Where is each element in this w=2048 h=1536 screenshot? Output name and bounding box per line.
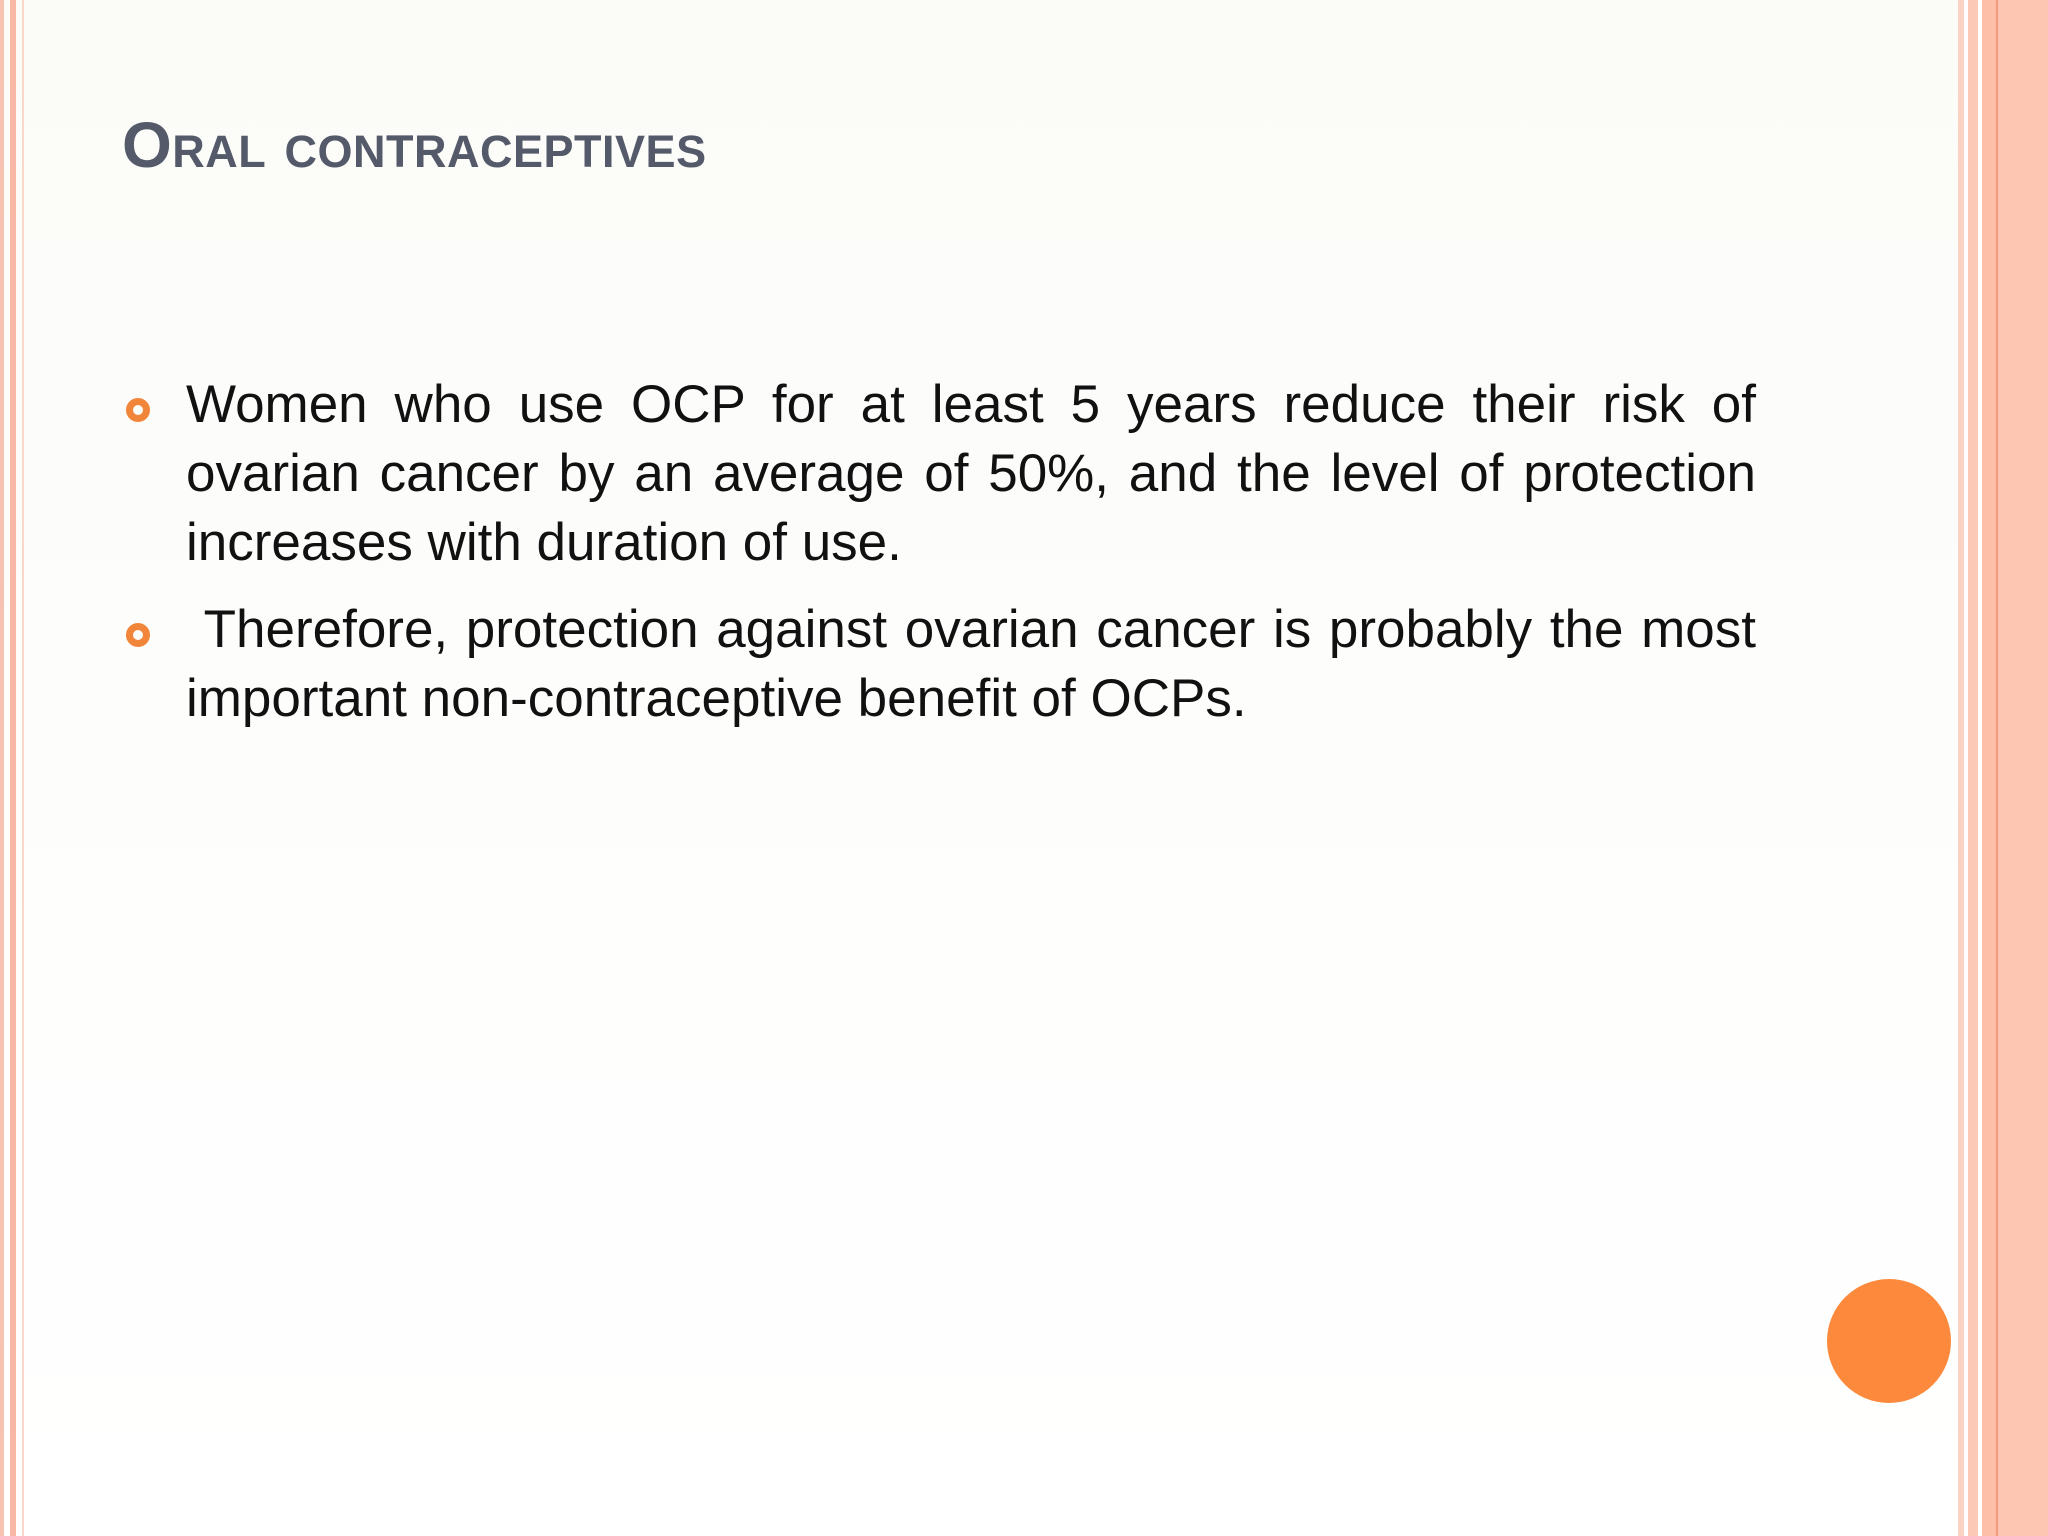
right-border-stripe: [1982, 0, 1996, 1536]
bullet-text: Women who use OCP for at least 5 years reduce their risk of ovarian cancer by an average of 50%, and the level of protection increases with duration of use.: [186, 375, 1756, 572]
hollow-circle-bullet-icon: [126, 398, 150, 422]
bullet-item: [122, 370, 1756, 577]
right-border-stripe: [1968, 0, 1978, 1536]
left-border-line: [0, 0, 4, 1536]
slide-title: Oral contraceptives: [122, 109, 707, 181]
left-border-line: [22, 0, 24, 1536]
hollow-circle-bullet-icon: [126, 623, 150, 647]
bullet-list: [122, 370, 1771, 751]
right-border-stripe: [1998, 0, 2048, 1536]
orange-circle-icon: [1827, 1279, 1951, 1403]
bullet-text: Therefore, protection against ovarian cancer is probably the most important non-contraceptive benefit of OCPs.: [186, 600, 1771, 728]
left-border-line: [10, 0, 16, 1536]
bullet-item: [122, 595, 1771, 733]
